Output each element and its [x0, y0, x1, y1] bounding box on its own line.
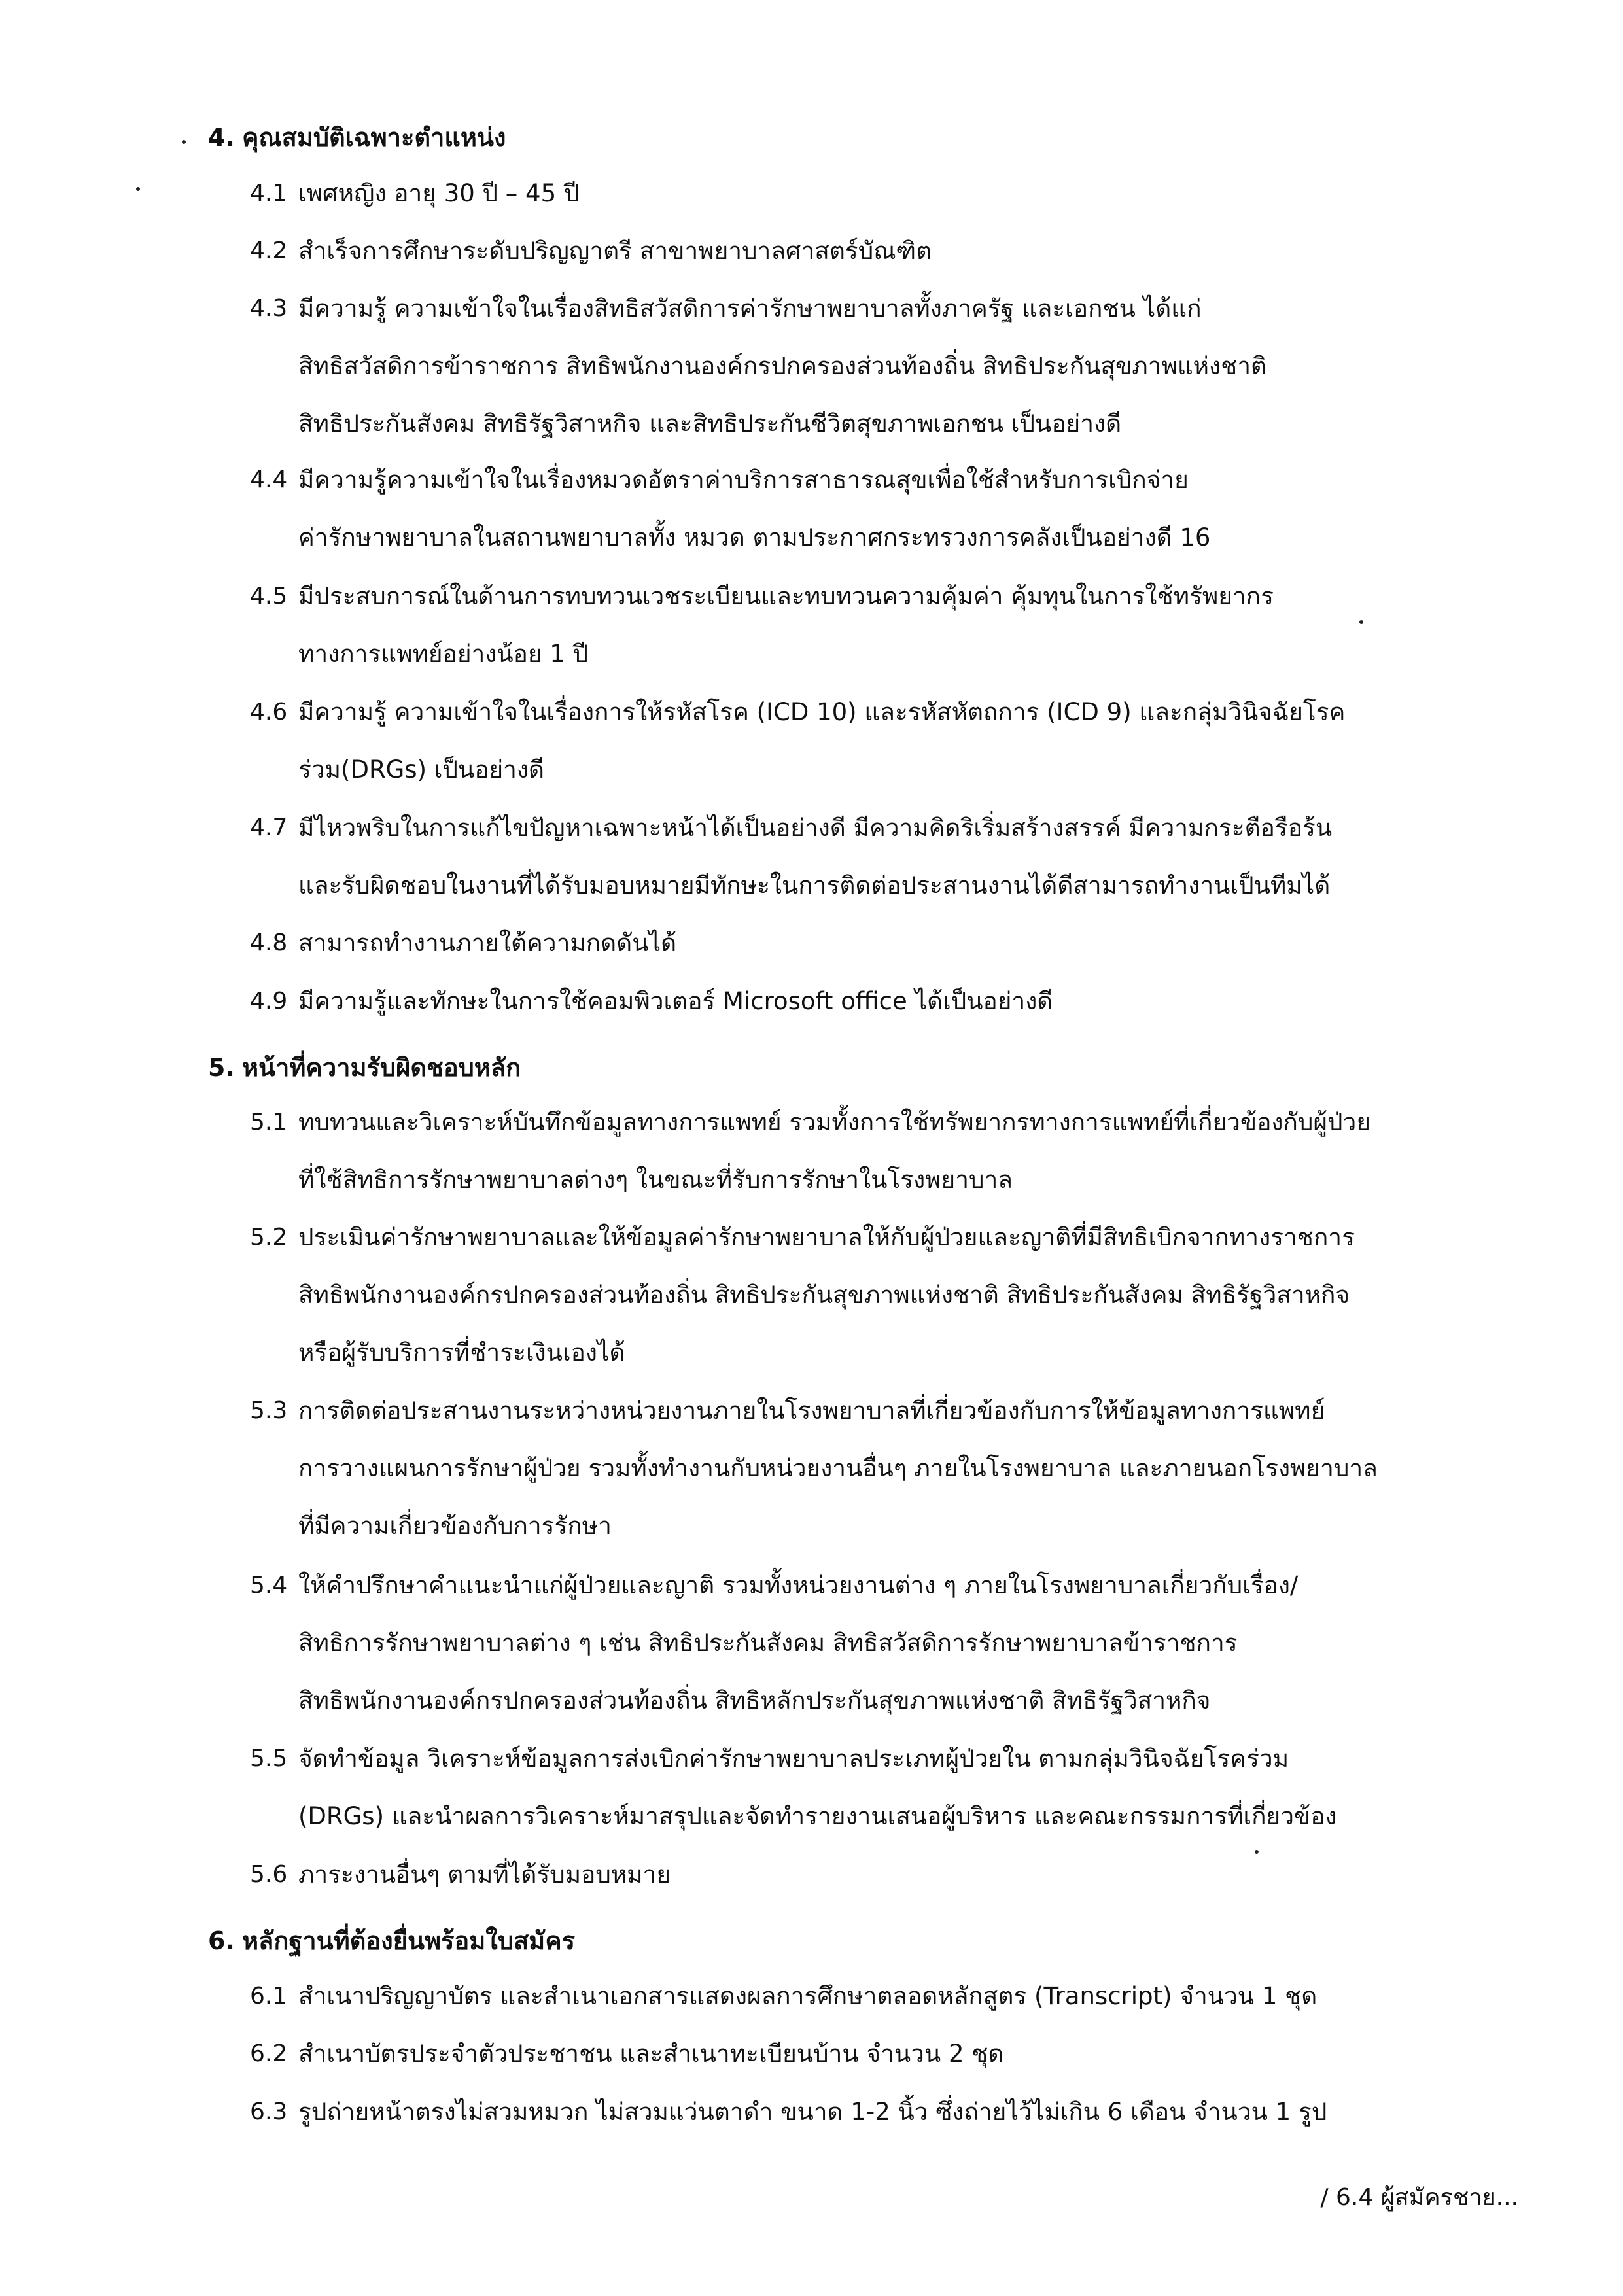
list-item-5-2	[250, 1209, 1493, 1382]
item-text: มีไหวพริบในการแก้ไขปัญหาเฉพาะหน้าได้เป็นอย่างดี มีความคิดริเริ่มสร้างสรรค์ มีความกระตือรือร้น และรับผิดชอบในงานที่ได้รับมอบหมายมีทักษะในการติดต่อประสานงานได้ดีสามารถทำงานเป็นทีมได้	[298, 814, 1333, 899]
list-item-4-9	[250, 973, 1493, 1030]
list-item-4-6	[250, 684, 1493, 799]
item-number: 6.1	[250, 1983, 288, 2009]
list-item-6-2	[250, 2025, 1493, 2083]
section-title: หน้าที่ความรับผิดชอบหลัก	[242, 1053, 521, 1082]
section-number: 5.	[208, 1053, 235, 1082]
item-text: มีความรู้ ความเข้าใจในเรื่องสิทธิสวัสดิการค่ารักษาพยาบาลทั้งภาครัฐ และเอกชน ได้แก่ สิทธิสวัสดิการข้าราชการ สิทธิพนักงานองค์กรปกครองส่วนท้องถิ่น สิทธิประกันสุขภาพแห่งชาติ สิทธิประกันสังคม สิทธิรัฐวิสาหกิจ และสิทธิประกันชีวิตสุขภาพเอกชน เป็นอย่างดี	[298, 294, 1267, 438]
section-number: 6.	[208, 1926, 235, 1955]
item-number: 4.5	[250, 583, 288, 610]
list-item-4-8	[250, 914, 1493, 972]
list-item-6-1	[250, 1968, 1493, 2025]
item-number: 4.9	[250, 988, 288, 1015]
list-item-5-5	[250, 1730, 1493, 1845]
item-text: จัดทำข้อมูล วิเคราะห์ข้อมูลการส่งเบิกค่ารักษาพยาบาลประเภทผู้ป่วยใน ตามกลุ่มวินิจฉัยโรคร่วม (DRGs) และนำผลการวิเคราะห์มาสรุปและจัดทำรายงานเสนอผู้บริหาร และคณะกรรมการที่เกี่ยวข้อง	[298, 1745, 1337, 1830]
list-item-5-6	[250, 1846, 1493, 1904]
item-number: 4.3	[250, 295, 288, 322]
item-number: 5.4	[250, 1572, 288, 1599]
list-item-5-3	[250, 1382, 1493, 1555]
item-text: รูปถ่ายหน้าตรงไม่สวมหมวก ไม่สวมแว่นตาดำ ขนาด 1-2 นิ้ว ซึ่งถ่ายไว้ไม่เกิน 6 เดือน จำนวน 1 รูป	[298, 2098, 1327, 2126]
section-4-heading	[208, 121, 506, 154]
item-number: 5.6	[250, 1861, 288, 1888]
list-item-5-4	[250, 1557, 1493, 1730]
section-title: คุณสมบัติเฉพาะตำแหน่ง	[242, 123, 506, 152]
item-text: สามารถทำงานภายใต้ความกดดันได้	[298, 929, 677, 957]
section-5-heading	[208, 1051, 521, 1084]
scan-speck	[136, 187, 140, 191]
item-number: 4.8	[250, 930, 288, 956]
item-text: มีความรู้ ความเข้าใจในเรื่องการให้รหัสโรค (ICD 10) และรหัสหัตถการ (ICD 9) และกลุ่มวินิจฉัยโรค ร่วม(DRGs) เป็นอย่างดี	[298, 698, 1346, 784]
list-item-5-1	[250, 1094, 1493, 1209]
list-item-4-1	[250, 165, 1493, 222]
item-text: ให้คำปรึกษาคำแนะนำแก่ผู้ป่วยและญาติ รวมทั้งหน่วยงานต่าง ๆ ภายในโรงพยาบาลเกี่ยวกับเรื่อง/ สิทธิการรักษาพยาบาลต่าง ๆ เช่น สิทธิประกันสังคม สิทธิสวัสดิการรักษาพยาบาลข้าราชการ สิทธิพนักงานองค์กรปกครองส่วนท้องถิ่น สิทธิหลักประกันสุขภาพแห่งชาติ สิทธิรัฐวิสาหกิจ	[298, 1571, 1299, 1714]
item-text: ภาระงานอื่นๆ ตามที่ได้รับมอบหมาย	[298, 1860, 671, 1888]
item-number: 5.3	[250, 1397, 288, 1424]
item-text: ทบทวนและวิเคราะห์บันทึกข้อมูลทางการแพทย์ รวมทั้งการใช้ทรัพยากรทางการแพทย์ที่เกี่ยวข้องกับผู้ป่วย ที่ใช้สิทธิการรักษาพยาบาลต่างๆ ในขณะที่รับการรักษาในโรงพยาบาล	[298, 1108, 1371, 1194]
list-item-6-3	[250, 2083, 1493, 2141]
item-number: 6.2	[250, 2040, 288, 2067]
item-number: 4.1	[250, 180, 288, 207]
item-text: เพศหญิง อายุ 30 ปี – 45 ปี	[298, 179, 580, 207]
list-item-4-2	[250, 222, 1493, 280]
list-item-4-3	[250, 280, 1493, 453]
section-number: 4.	[208, 123, 235, 152]
item-text: มีความรู้ความเข้าใจในเรื่องหมวดอัตราค่าบริการสาธารณสุขเพื่อใช้สำหรับการเบิกจ่าย ค่ารักษาพยาบาลในสถานพยาบาลทั้ง หมวด ตามประกาศกระทรวงการคลังเป็นอย่างดี 16	[298, 466, 1211, 551]
item-text: ประเมินค่ารักษาพยาบาลและให้ข้อมูลค่ารักษาพยาบาลให้กับผู้ป่วยและญาติที่มีสิทธิเบิกจากทางราชการ สิทธิพนักงานองค์กรปกครองส่วนท้องถิ่น สิทธิประกันสุขภาพแห่งชาติ สิทธิประกันสังคม สิทธิรัฐวิสาหกิจ หรือผู้รับบริการที่ชำระเงินเองได้	[298, 1223, 1355, 1366]
item-text: สำเร็จการศึกษาระดับปริญญาตรี สาขาพยาบาลศาสตร์บัณฑิต	[298, 237, 932, 265]
page-continuation-note: / 6.4 ผู้สมัครชาย...	[1320, 2184, 1518, 2211]
item-number: 4.6	[250, 699, 288, 725]
item-number: 5.1	[250, 1109, 288, 1136]
item-text: มีประสบการณ์ในด้านการทบทวนเวชระเบียนและทบทวนความคุ้มค่า คุ้มทุนในการใช้ทรัพยากร ทางการแพทย์อย่างน้อย 1 ปี	[298, 582, 1274, 668]
list-item-4-4	[250, 451, 1493, 566]
item-text: การติดต่อประสานงานระหว่างหน่วยงานภายในโรงพยาบาลที่เกี่ยวข้องกับการให้ข้อมูลทางการแพทย์ การวางแผนการรักษาผู้ป่วย รวมทั้งทำงานกับหน่วยงานอื่นๆ ภายในโรงพยาบาล และภายนอกโรงพยาบาล ที่มีความเกี่ยวข้องกับการรักษา	[298, 1397, 1378, 1540]
item-number: 5.5	[250, 1745, 288, 1772]
item-text: สำเนาบัตรประจำตัวประชาชน และสำเนาทะเบียนบ้าน จำนวน 2 ชุด	[298, 2040, 1004, 2068]
item-number: 4.2	[250, 237, 288, 264]
section-6-heading	[208, 1924, 575, 1957]
scan-speck	[1255, 1850, 1259, 1854]
item-number: 6.3	[250, 2098, 288, 2125]
item-text: มีความรู้และทักษะในการใช้คอมพิวเตอร์ Microsoft office ได้เป็นอย่างดี	[298, 987, 1053, 1015]
item-number: 4.7	[250, 814, 288, 841]
item-number: 5.2	[250, 1224, 288, 1251]
list-item-4-7	[250, 799, 1493, 914]
scan-speck	[182, 140, 186, 144]
item-number: 4.4	[250, 466, 288, 493]
section-title: หลักฐานที่ต้องยื่นพร้อมใบสมัคร	[242, 1926, 576, 1955]
scan-speck	[1359, 620, 1363, 624]
item-text: สำเนาปริญญาบัตร และสำเนาเอกสารแสดงผลการศึกษาตลอดหลักสูตร (Transcript) จำนวน 1 ชุด	[298, 1982, 1318, 2010]
list-item-4-5	[250, 568, 1493, 683]
